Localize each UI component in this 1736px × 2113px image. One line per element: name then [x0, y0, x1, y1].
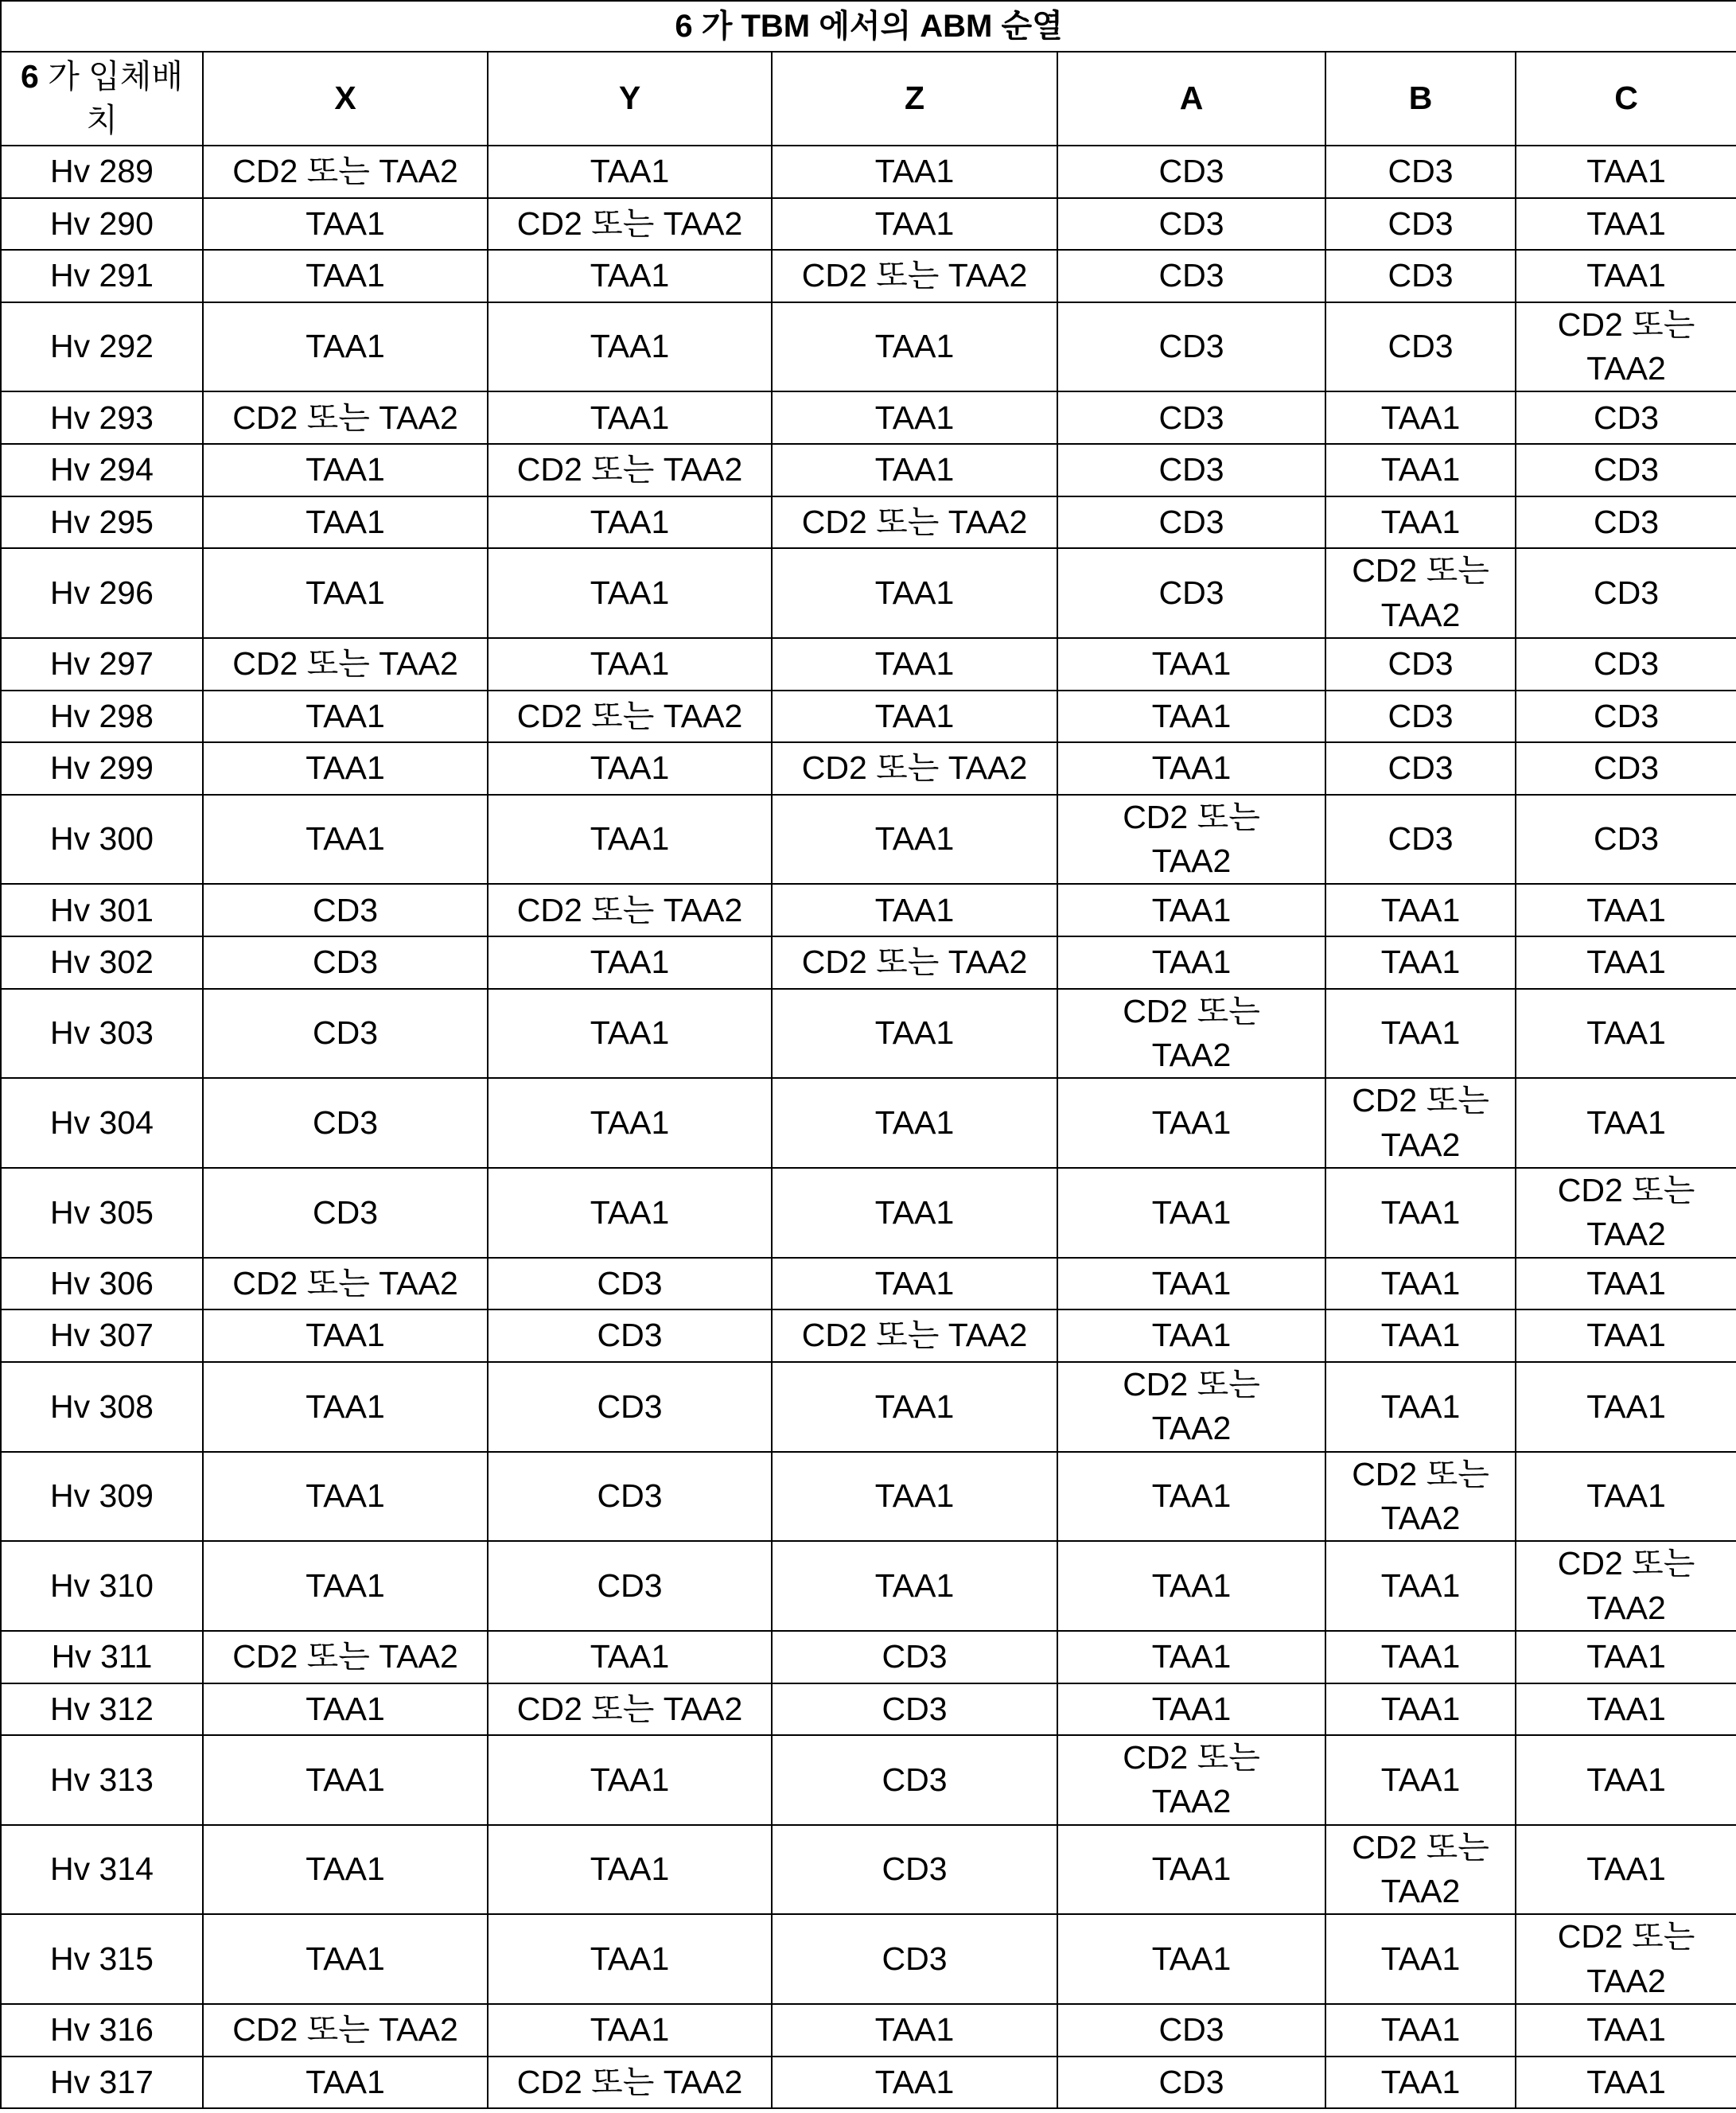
cell-c: TAA1: [1516, 1735, 1736, 1825]
cell-c: TAA1: [1516, 198, 1736, 251]
cell-x: TAA1: [203, 1735, 488, 1825]
cell-conformation: Hv 310: [1, 1541, 203, 1631]
cell-a: CD2 또는 TAA2: [1057, 989, 1325, 1079]
cell-z: TAA1: [772, 989, 1057, 1079]
cell-a: TAA1: [1057, 691, 1325, 743]
cell-b: TAA1: [1325, 2057, 1516, 2109]
table-row: [1, 146, 1736, 198]
cell-y: CD3: [488, 1452, 772, 1542]
cell-b: TAA1: [1325, 2004, 1516, 2057]
cell-z: TAA1: [772, 302, 1057, 392]
cell-c: TAA1: [1516, 884, 1736, 936]
cell-b: CD3: [1325, 146, 1516, 198]
cell-a: CD2 또는 TAA2: [1057, 1362, 1325, 1452]
table-row: [1, 302, 1736, 392]
cell-conformation: Hv 293: [1, 391, 203, 444]
table-row: [1, 2004, 1736, 2057]
cell-b: CD3: [1325, 302, 1516, 392]
cell-conformation: Hv 294: [1, 444, 203, 496]
cell-b: CD3: [1325, 742, 1516, 795]
cell-y: TAA1: [488, 146, 772, 198]
cell-b: TAA1: [1325, 936, 1516, 989]
cell-z: CD2 또는 TAA2: [772, 1309, 1057, 1362]
cell-x: CD2 또는 TAA2: [203, 391, 488, 444]
cell-conformation: Hv 306: [1, 1258, 203, 1310]
cell-z: TAA1: [772, 691, 1057, 743]
cell-y: TAA1: [488, 638, 772, 691]
cell-conformation: Hv 317: [1, 2057, 203, 2109]
cell-y: TAA1: [488, 302, 772, 392]
cell-c: CD2 또는 TAA2: [1516, 1168, 1736, 1258]
table-row: [1, 1452, 1736, 1542]
cell-c: TAA1: [1516, 2057, 1736, 2109]
cell-z: CD2 또는 TAA2: [772, 496, 1057, 549]
cell-conformation: Hv 312: [1, 1683, 203, 1736]
cell-x: CD3: [203, 989, 488, 1079]
cell-z: TAA1: [772, 146, 1057, 198]
cell-c: TAA1: [1516, 1258, 1736, 1310]
cell-b: TAA1: [1325, 1168, 1516, 1258]
cell-c: CD3: [1516, 444, 1736, 496]
cell-conformation: Hv 301: [1, 884, 203, 936]
cell-z: TAA1: [772, 391, 1057, 444]
cell-x: CD3: [203, 1078, 488, 1168]
cell-b: TAA1: [1325, 444, 1516, 496]
header-row: [1, 52, 1736, 146]
cell-x: CD2 또는 TAA2: [203, 638, 488, 691]
table-row: [1, 250, 1736, 302]
cell-b: TAA1: [1325, 1309, 1516, 1362]
cell-y: TAA1: [488, 795, 772, 885]
cell-c: TAA1: [1516, 936, 1736, 989]
cell-y: TAA1: [488, 1631, 772, 1683]
cell-x: TAA1: [203, 548, 488, 638]
cell-a: CD3: [1057, 496, 1325, 549]
cell-z: TAA1: [772, 444, 1057, 496]
cell-conformation: Hv 291: [1, 250, 203, 302]
cell-z: CD3: [772, 1914, 1057, 2004]
cell-c: TAA1: [1516, 989, 1736, 1079]
header-z: Z: [772, 52, 1057, 146]
cell-c: CD2 또는 TAA2: [1516, 302, 1736, 392]
cell-x: TAA1: [203, 2057, 488, 2109]
cell-a: CD2 또는 TAA2: [1057, 1735, 1325, 1825]
cell-a: CD3: [1057, 548, 1325, 638]
cell-a: CD2 또는 TAA2: [1057, 795, 1325, 885]
cell-a: TAA1: [1057, 1683, 1325, 1736]
cell-conformation: Hv 290: [1, 198, 203, 251]
cell-b: CD3: [1325, 198, 1516, 251]
cell-x: TAA1: [203, 1541, 488, 1631]
cell-b: TAA1: [1325, 1631, 1516, 1683]
cell-c: TAA1: [1516, 1452, 1736, 1542]
cell-z: TAA1: [772, 1452, 1057, 1542]
cell-b: TAA1: [1325, 391, 1516, 444]
cell-z: CD3: [772, 1825, 1057, 1915]
cell-z: TAA1: [772, 548, 1057, 638]
cell-b: CD2 또는 TAA2: [1325, 1078, 1516, 1168]
cell-c: TAA1: [1516, 1362, 1736, 1452]
cell-a: CD3: [1057, 198, 1325, 251]
cell-conformation: Hv 307: [1, 1309, 203, 1362]
cell-z: TAA1: [772, 2057, 1057, 2109]
cell-conformation: Hv 304: [1, 1078, 203, 1168]
cell-x: CD3: [203, 1168, 488, 1258]
cell-b: CD2 또는 TAA2: [1325, 1452, 1516, 1542]
cell-b: CD3: [1325, 795, 1516, 885]
cell-x: TAA1: [203, 1309, 488, 1362]
cell-conformation: Hv 296: [1, 548, 203, 638]
table-row: [1, 444, 1736, 496]
cell-x: TAA1: [203, 1914, 488, 2004]
cell-a: TAA1: [1057, 1631, 1325, 1683]
cell-conformation: Hv 309: [1, 1452, 203, 1542]
cell-b: CD2 또는 TAA2: [1325, 1825, 1516, 1915]
cell-z: TAA1: [772, 1258, 1057, 1310]
cell-b: TAA1: [1325, 1362, 1516, 1452]
cell-a: CD3: [1057, 302, 1325, 392]
cell-x: TAA1: [203, 1362, 488, 1452]
cell-conformation: Hv 295: [1, 496, 203, 549]
cell-a: TAA1: [1057, 936, 1325, 989]
cell-y: CD2 또는 TAA2: [488, 2057, 772, 2109]
cell-a: TAA1: [1057, 742, 1325, 795]
cell-z: TAA1: [772, 198, 1057, 251]
cell-c: TAA1: [1516, 146, 1736, 198]
cell-z: CD3: [772, 1735, 1057, 1825]
cell-c: TAA1: [1516, 1631, 1736, 1683]
cell-a: CD3: [1057, 2004, 1325, 2057]
cell-z: CD2 또는 TAA2: [772, 936, 1057, 989]
cell-a: TAA1: [1057, 1452, 1325, 1542]
cell-y: TAA1: [488, 496, 772, 549]
table-row: [1, 936, 1736, 989]
cell-b: TAA1: [1325, 496, 1516, 549]
cell-a: CD3: [1057, 250, 1325, 302]
cell-a: TAA1: [1057, 1168, 1325, 1258]
cell-a: CD3: [1057, 444, 1325, 496]
cell-x: CD2 또는 TAA2: [203, 1258, 488, 1310]
cell-a: TAA1: [1057, 884, 1325, 936]
cell-a: TAA1: [1057, 1258, 1325, 1310]
cell-b: TAA1: [1325, 1735, 1516, 1825]
cell-b: CD3: [1325, 638, 1516, 691]
cell-x: CD3: [203, 936, 488, 989]
table-row: [1, 1309, 1736, 1362]
cell-y: CD3: [488, 1541, 772, 1631]
cell-b: CD2 또는 TAA2: [1325, 548, 1516, 638]
cell-c: CD3: [1516, 638, 1736, 691]
cell-c: TAA1: [1516, 1078, 1736, 1168]
cell-a: TAA1: [1057, 638, 1325, 691]
cell-y: TAA1: [488, 1168, 772, 1258]
cell-x: TAA1: [203, 302, 488, 392]
cell-z: TAA1: [772, 884, 1057, 936]
header-c: C: [1516, 52, 1736, 146]
cell-c: CD3: [1516, 496, 1736, 549]
table-row: [1, 1914, 1736, 2004]
cell-y: CD3: [488, 1362, 772, 1452]
cell-z: CD3: [772, 1683, 1057, 1736]
cell-a: TAA1: [1057, 1309, 1325, 1362]
cell-conformation: Hv 302: [1, 936, 203, 989]
cell-x: TAA1: [203, 691, 488, 743]
table-row: [1, 1362, 1736, 1452]
cell-y: TAA1: [488, 1078, 772, 1168]
cell-y: TAA1: [488, 391, 772, 444]
header-x: X: [203, 52, 488, 146]
cell-a: CD3: [1057, 2057, 1325, 2109]
header-y: Y: [488, 52, 772, 146]
cell-c: CD3: [1516, 742, 1736, 795]
cell-y: CD3: [488, 1309, 772, 1362]
cell-conformation: Hv 315: [1, 1914, 203, 2004]
cell-c: CD3: [1516, 548, 1736, 638]
cell-x: CD3: [203, 884, 488, 936]
cell-y: TAA1: [488, 936, 772, 989]
table-row: [1, 742, 1736, 795]
cell-b: TAA1: [1325, 1541, 1516, 1631]
cell-x: TAA1: [203, 1825, 488, 1915]
cell-conformation: Hv 289: [1, 146, 203, 198]
cell-z: TAA1: [772, 1168, 1057, 1258]
table-row: [1, 1825, 1736, 1915]
cell-conformation: Hv 292: [1, 302, 203, 392]
table-row: [1, 1168, 1736, 1258]
cell-conformation: Hv 303: [1, 989, 203, 1079]
cell-b: CD3: [1325, 691, 1516, 743]
cell-conformation: Hv 305: [1, 1168, 203, 1258]
cell-conformation: Hv 311: [1, 1631, 203, 1683]
table-row: [1, 496, 1736, 549]
table-row: [1, 795, 1736, 885]
cell-c: CD2 또는 TAA2: [1516, 1541, 1736, 1631]
cell-x: TAA1: [203, 444, 488, 496]
cell-conformation: Hv 313: [1, 1735, 203, 1825]
cell-c: TAA1: [1516, 1683, 1736, 1736]
cell-x: TAA1: [203, 198, 488, 251]
cell-y: TAA1: [488, 548, 772, 638]
header-a: A: [1057, 52, 1325, 146]
table-body: [1, 146, 1736, 2108]
cell-c: CD3: [1516, 691, 1736, 743]
cell-z: TAA1: [772, 638, 1057, 691]
cell-c: CD2 또는 TAA2: [1516, 1914, 1736, 2004]
cell-z: CD2 또는 TAA2: [772, 742, 1057, 795]
cell-y: TAA1: [488, 742, 772, 795]
cell-z: TAA1: [772, 1078, 1057, 1168]
cell-b: CD3: [1325, 250, 1516, 302]
cell-x: CD2 또는 TAA2: [203, 1631, 488, 1683]
cell-y: CD2 또는 TAA2: [488, 1683, 772, 1736]
cell-b: TAA1: [1325, 884, 1516, 936]
cell-z: TAA1: [772, 2004, 1057, 2057]
header-conformation-label: 가 입체배치: [39, 58, 183, 138]
table-row: [1, 198, 1736, 251]
cell-conformation: Hv 314: [1, 1825, 203, 1915]
table-row: [1, 548, 1736, 638]
cell-a: CD3: [1057, 391, 1325, 444]
cell-conformation: Hv 300: [1, 795, 203, 885]
cell-x: TAA1: [203, 250, 488, 302]
table-row: [1, 1683, 1736, 1736]
table-row: [1, 884, 1736, 936]
cell-a: TAA1: [1057, 1914, 1325, 2004]
table-row: [1, 1541, 1736, 1631]
cell-a: TAA1: [1057, 1078, 1325, 1168]
cell-a: TAA1: [1057, 1825, 1325, 1915]
header-b: B: [1325, 52, 1516, 146]
cell-b: TAA1: [1325, 1258, 1516, 1310]
cell-y: CD3: [488, 1258, 772, 1310]
table-row: [1, 1078, 1736, 1168]
cell-y: TAA1: [488, 1914, 772, 2004]
table-row: [1, 691, 1736, 743]
table-row: [1, 391, 1736, 444]
cell-z: CD3: [772, 1631, 1057, 1683]
cell-y: CD2 또는 TAA2: [488, 198, 772, 251]
cell-b: TAA1: [1325, 1683, 1516, 1736]
cell-y: TAA1: [488, 250, 772, 302]
cell-b: TAA1: [1325, 989, 1516, 1079]
cell-x: TAA1: [203, 1683, 488, 1736]
cell-x: TAA1: [203, 1452, 488, 1542]
cell-x: TAA1: [203, 742, 488, 795]
cell-z: TAA1: [772, 1362, 1057, 1452]
cell-a: TAA1: [1057, 1541, 1325, 1631]
cell-z: TAA1: [772, 1541, 1057, 1631]
cell-c: TAA1: [1516, 250, 1736, 302]
table-row: [1, 638, 1736, 691]
abm-permutation-table: [0, 0, 1736, 2109]
cell-conformation: Hv 297: [1, 638, 203, 691]
cell-b: TAA1: [1325, 1914, 1516, 2004]
header-conformation-number: 6: [21, 58, 39, 95]
cell-c: TAA1: [1516, 2004, 1736, 2057]
cell-c: TAA1: [1516, 1309, 1736, 1362]
table-row: [1, 989, 1736, 1079]
table-row: [1, 1258, 1736, 1310]
cell-y: CD2 또는 TAA2: [488, 444, 772, 496]
table-row: [1, 2057, 1736, 2109]
cell-y: TAA1: [488, 989, 772, 1079]
cell-z: TAA1: [772, 795, 1057, 885]
cell-y: TAA1: [488, 2004, 772, 2057]
cell-c: TAA1: [1516, 1825, 1736, 1915]
cell-conformation: Hv 298: [1, 691, 203, 743]
table-title: 6 가 TBM 에서의 ABM 순열: [1, 1, 1736, 52]
cell-x: CD2 또는 TAA2: [203, 146, 488, 198]
cell-y: CD2 또는 TAA2: [488, 691, 772, 743]
cell-y: TAA1: [488, 1735, 772, 1825]
header-conformation: [1, 52, 203, 146]
cell-y: TAA1: [488, 1825, 772, 1915]
cell-conformation: Hv 316: [1, 2004, 203, 2057]
cell-x: TAA1: [203, 496, 488, 549]
cell-c: CD3: [1516, 795, 1736, 885]
cell-conformation: Hv 308: [1, 1362, 203, 1452]
cell-conformation: Hv 299: [1, 742, 203, 795]
table-row: [1, 1735, 1736, 1825]
cell-c: CD3: [1516, 391, 1736, 444]
cell-x: CD2 또는 TAA2: [203, 2004, 488, 2057]
cell-z: CD2 또는 TAA2: [772, 250, 1057, 302]
cell-y: CD2 또는 TAA2: [488, 884, 772, 936]
table-row: [1, 1631, 1736, 1683]
cell-x: TAA1: [203, 795, 488, 885]
cell-a: CD3: [1057, 146, 1325, 198]
